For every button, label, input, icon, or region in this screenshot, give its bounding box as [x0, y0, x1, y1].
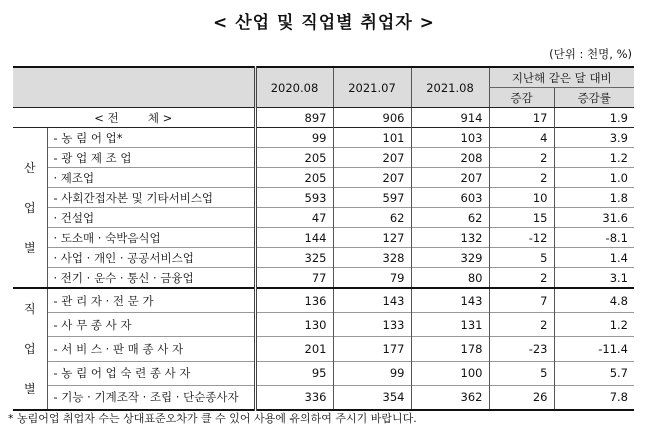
- cell: 4.8: [554, 288, 634, 313]
- category-char: 산: [23, 160, 36, 175]
- table-row: [13, 208, 634, 228]
- total-label: < 전 체 >: [94, 110, 173, 125]
- cell: 362: [411, 385, 489, 410]
- cell: 603: [411, 188, 489, 208]
- table-row: [13, 361, 634, 385]
- cell: 99: [255, 128, 333, 148]
- cell: 1.2: [554, 148, 634, 168]
- cell: 101: [333, 128, 411, 148]
- cell: 133: [333, 313, 411, 337]
- cell: 205: [255, 168, 333, 188]
- cell: 897: [255, 108, 333, 128]
- cell: 2: [489, 148, 554, 168]
- cell: 80: [411, 268, 489, 289]
- cell: 127: [333, 228, 411, 248]
- row-label: - 서 비 스 · 판 매 종 사 자: [47, 337, 255, 361]
- cell: 132: [411, 228, 489, 248]
- row-label: - 농 림 어 업*: [47, 128, 255, 148]
- cell: 62: [333, 208, 411, 228]
- cell: 1.2: [554, 313, 634, 337]
- row-label: - 광 업 제 조 업: [47, 148, 255, 168]
- cell: 208: [411, 148, 489, 168]
- row-label: - 기능 · 기계조작 · 조립 · 단순종사자: [47, 385, 255, 410]
- category-char: 별: [23, 382, 36, 396]
- cell: 328: [333, 248, 411, 268]
- cell: -12: [489, 228, 554, 248]
- header-col-2020-08: 2020.08: [255, 67, 333, 108]
- table-row: [13, 337, 634, 361]
- header-col-2021-08: 2021.08: [411, 67, 489, 108]
- cell: 201: [255, 337, 333, 361]
- cell: 1.8: [554, 188, 634, 208]
- cell: 144: [255, 228, 333, 248]
- row-label: - 관 리 자 · 전 문 가: [47, 288, 255, 313]
- cell: 95: [255, 361, 333, 385]
- cell: 31.6: [554, 208, 634, 228]
- cell: -11.4: [554, 337, 634, 361]
- cell: -8.1: [554, 228, 634, 248]
- footnote: * 농림어업 취업자 수는 상대표준오차가 클 수 있어 사용에 유의하여 주시기 바랍니다.: [8, 412, 417, 425]
- cell: 103: [411, 128, 489, 148]
- cell: 15: [489, 208, 554, 228]
- cell: 130: [255, 313, 333, 337]
- cell: 99: [333, 361, 411, 385]
- row-label: · 사업 · 개인 · 공공서비스업: [47, 248, 255, 268]
- header-col-2021-07: 2021.07: [333, 67, 411, 108]
- category-char: 별: [23, 240, 36, 255]
- cell: 1.9: [554, 108, 634, 128]
- cell: 47: [255, 208, 333, 228]
- cell: 593: [255, 188, 333, 208]
- cell: 207: [333, 148, 411, 168]
- row-label: · 전기 · 운수 · 통신 · 금융업: [47, 268, 255, 289]
- cell: 906: [333, 108, 411, 128]
- cell: 177: [333, 337, 411, 361]
- industry-category-label: [13, 128, 47, 289]
- category-char: 업: [23, 200, 36, 215]
- cell: 2: [489, 313, 554, 337]
- row-label: · 도소매 · 숙박음식업: [47, 228, 255, 248]
- table-title: < 산업 및 직업별 취업자 >: [213, 13, 435, 33]
- cell: 2: [489, 268, 554, 289]
- cell: 5: [489, 248, 554, 268]
- unit-note: (단위 : 천명, %): [549, 47, 632, 61]
- cell: 336: [255, 385, 333, 410]
- occupation-category-label: [13, 288, 47, 410]
- table-row: [13, 288, 634, 313]
- cell: 207: [411, 168, 489, 188]
- cell: 4: [489, 128, 554, 148]
- cell: 329: [411, 248, 489, 268]
- header-group-yoy: 지난해 같은 달 대비: [489, 67, 634, 88]
- table-row: [13, 313, 634, 337]
- cell: 131: [411, 313, 489, 337]
- row-label: · 제조업: [47, 168, 255, 188]
- cell: 77: [255, 268, 333, 289]
- row-label: - 사회간접자본 및 기타서비스업: [47, 188, 255, 208]
- employment-table: [13, 66, 634, 411]
- cell: 5.7: [554, 361, 634, 385]
- cell: 100: [411, 361, 489, 385]
- cell: 1.4: [554, 248, 634, 268]
- cell: 79: [333, 268, 411, 289]
- cell: 1.0: [554, 168, 634, 188]
- cell: 207: [333, 168, 411, 188]
- table-row: [13, 228, 634, 248]
- table-row: [13, 128, 634, 148]
- cell: 325: [255, 248, 333, 268]
- cell: 597: [333, 188, 411, 208]
- cell: 7.8: [554, 385, 634, 410]
- table-row: [13, 268, 634, 289]
- table-row: [13, 248, 634, 268]
- cell: 178: [411, 337, 489, 361]
- cell: 26: [489, 385, 554, 410]
- table-row: [13, 385, 634, 410]
- cell: 62: [411, 208, 489, 228]
- header-change-rate: 증감률: [554, 88, 634, 108]
- header-blank: [13, 67, 255, 108]
- category-char: 업: [23, 342, 36, 356]
- cell: 136: [255, 288, 333, 313]
- cell: 2: [489, 168, 554, 188]
- table-row-total: [13, 108, 634, 128]
- row-label: - 농 림 어 업 숙 련 종 사 자: [47, 361, 255, 385]
- cell: 3.1: [554, 268, 634, 289]
- cell: -23: [489, 337, 554, 361]
- table-row: [13, 148, 634, 168]
- cell: 7: [489, 288, 554, 313]
- category-char: 직: [23, 302, 36, 316]
- cell: 143: [411, 288, 489, 313]
- cell: 914: [411, 108, 489, 128]
- header-change: 증감: [489, 88, 554, 108]
- cell: 205: [255, 148, 333, 168]
- cell: 3.9: [554, 128, 634, 148]
- row-label: · 건설업: [47, 208, 255, 228]
- table-row: [13, 188, 634, 208]
- cell: 17: [489, 108, 554, 128]
- cell: 354: [333, 385, 411, 410]
- table-row: [13, 168, 634, 188]
- cell: 143: [333, 288, 411, 313]
- cell: 10: [489, 188, 554, 208]
- cell: 5: [489, 361, 554, 385]
- row-label: - 사 무 종 사 자: [47, 313, 255, 337]
